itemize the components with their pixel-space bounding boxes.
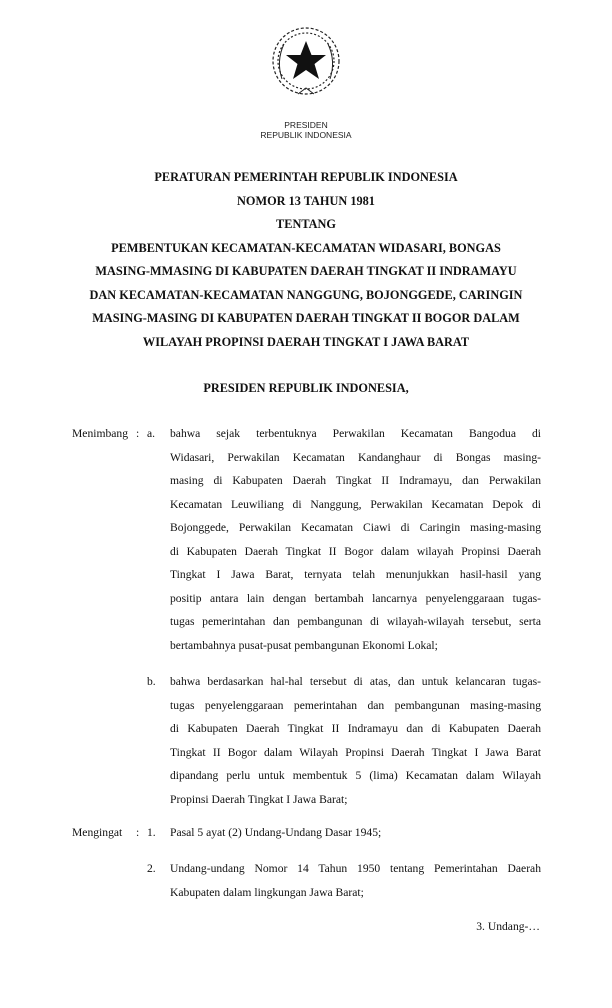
text-line: Undang-undang Nomor 14 Tahun 1950 tentang Pemerintahan Daerah [170, 862, 541, 875]
item-number: b. [147, 675, 156, 688]
text-line: Kabupaten dalam lingkungan Jawa Barat; [170, 885, 364, 899]
menimbang-item-a [147, 422, 541, 657]
title-line: NOMOR 13 TAHUN 1981 [237, 193, 375, 208]
page-continuation: 3. Undang-… [476, 920, 540, 933]
president-heading: PRESIDEN REPUBLIK INDONESIA, [203, 381, 409, 395]
text-line: positip antara lain dengan bertambah lancarnya penyelenggaraan tugas- [170, 591, 541, 605]
text-line: bahwa sejak terbentuknya Perwakilan Kecamatan Bangodua di [170, 427, 541, 440]
text-line: Propinsi Daerah Tingkat I Jawa Barat; [170, 792, 348, 806]
letterhead-line-1: PRESIDEN [284, 120, 328, 130]
menimbang-label: Menimbang [72, 427, 129, 440]
text-line: Tingkat I Jawa Barat, ternyata telah menunjukkan hasil-hasil yang [170, 568, 541, 581]
text-line: tugas pemerintahan dan pembangunan di wilayah-wilayah tersebut, serta [170, 615, 541, 628]
text-line: masing di Kabupaten Daerah Tingkat II Indramayu, dan Perwakilan [170, 474, 541, 487]
mengingat-colon: : [136, 826, 140, 839]
item-number: a. [147, 427, 156, 440]
text-line: tugas penyelenggaraan pemerintahan dan pembangunan masing-masing [170, 698, 541, 712]
text-line: Kecamatan Leuwiliang di Nanggung, Perwakilan Kecamatan Depok di [170, 497, 541, 511]
title-line: TENTANG [276, 217, 336, 231]
menimbang-colon: : [136, 427, 140, 440]
document-title [40, 166, 572, 354]
item-number: 2. [147, 862, 156, 875]
mengingat-item-1 [147, 821, 541, 845]
text-line: dipandang perlu untuk membentuk 5 (lima) Kecamatan dalam Wilayah [170, 769, 541, 782]
mengingat-item-2 [147, 857, 541, 904]
menimbang-item-b [147, 670, 541, 811]
title-line: MASING-MASING DI KABUPATEN DAERAH TINGKAT II BOGOR DALAM [92, 311, 520, 325]
text-line: Bojonggede, Perwakilan Kecamatan Ciawi di Caringin masing-masing [170, 521, 541, 534]
title-line: PERATURAN PEMERINTAH REPUBLIK INDONESIA [154, 170, 458, 184]
text-line: bertambahnya pusat-pusat pembangunan Ekonomi Lokal; [170, 638, 438, 652]
text-line: bahwa berdasarkan hal-hal tersebut di atas, dan untuk kelancaran tugas- [170, 675, 541, 688]
text-line: di Kabupaten Daerah Tingkat II Indramayu dan di Kabupaten Daerah [170, 722, 541, 735]
item-number: 1. [147, 826, 156, 839]
text-line: Tingkat II Bogor dalam Wilayah Propinsi Daerah Tingkat I Jawa Barat [170, 745, 541, 759]
mengingat-label: Mengingat [72, 826, 123, 839]
text-line: di Kabupaten Daerah Tingkat II Bogor dalam wilayah Propinsi Daerah [170, 544, 541, 558]
title-line: PEMBENTUKAN KECAMATAN-KECAMATAN WIDASARI, BONGAS [111, 240, 501, 255]
presidential-emblem-icon [268, 24, 344, 100]
title-line: DAN KECAMATAN-KECAMATAN NANGGUNG, BOJONGGEDE, CARINGIN [89, 287, 523, 302]
title-line: MASING-MMASING DI KABUPATEN DAERAH TINGKAT II INDRAMAYU [95, 264, 517, 278]
text-line: Widasari, Perwakilan Kecamatan Kandanghaur di Bongas masing- [170, 450, 541, 464]
title-line: WILAYAH PROPINSI DAERAH TINGKAT I JAWA BARAT [142, 334, 470, 349]
text-line: Pasal 5 ayat (2) Undang-Undang Dasar 1945; [170, 826, 382, 839]
letterhead-line-2: REPUBLIK INDONESIA [260, 130, 352, 140]
